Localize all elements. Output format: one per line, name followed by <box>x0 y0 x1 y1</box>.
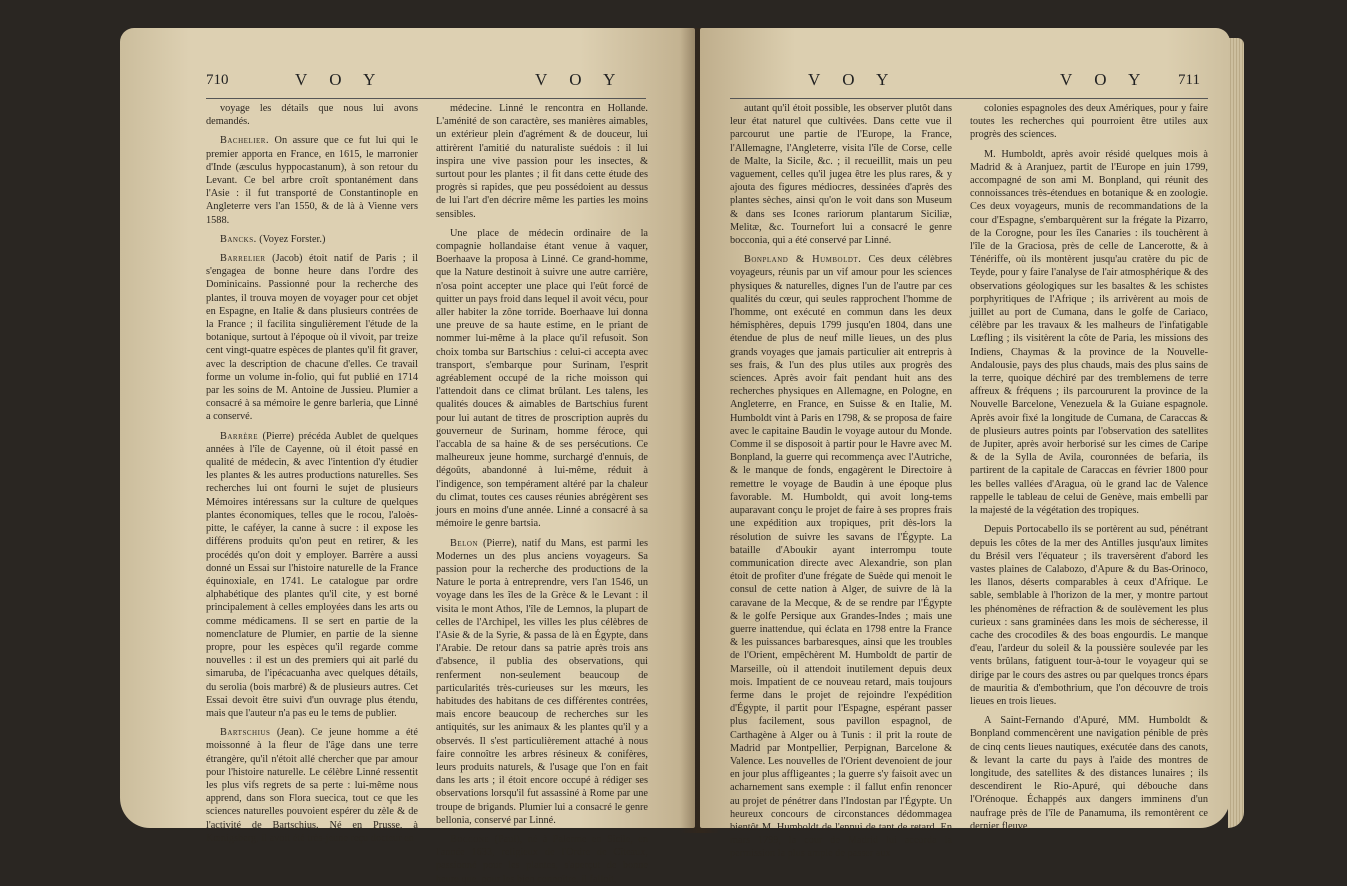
entry-name: Boccone <box>450 833 490 845</box>
paragraph <box>436 537 648 827</box>
entry-text: (Pierre) précéda Aublet de quelques années à l'île de Cayenne, où il étoit passé en qualité de médecin, & avec l'intention d'y étudier les plantes & les autres productions naturelles. Ses recherches lui ont fourni le sujet de plusieurs Mémoires intéressans sur la culture de quelques plantes économiques, telles que le rocou, l'aloès-pitte, le caféyer, la canne à sucre : il expose les différens produits qu'on peut en retirer, & les procédés qu'on doit y employer. Barrère a aussi donné un Essai sur l'histoire naturelle de la France équinoxiale, en 1741. Le catalogue par ordre alphabétique des plantes qu'il cite, y est borné principalement à celles employées dans les arts ou comme médicamens. Il se sert en partie de la nomenclature de Plumier, en partie de la sienne propre, pour les espèces qu'il regarde comme nouvelles : il est un des premiers qui ait parlé du simaruba, de l'ipécacuanha avec quelques détails, du serolia (bois marbré) & de plusieurs autres. Cet Essai devoit être suivi d'un ouvrage plus étendu, mais que l'auteur n'a pas eu le tems de publier. <box>206 430 418 719</box>
paragraph <box>436 833 648 886</box>
entry-text: autant qu'il étoit possible, les observer plutôt dans leur état naturel que cultivées. Dans cette vue il parcourut une partie de l'Europe, la France, l'Allemagne, l'Angleterre, visita l'île de Corse, celle de Malte, la Sicile, &c. ; il recueillit, mais un peu vaguement, celles qu'il jugea être les plus rares, & y ajouta des figures médiocres, dessinées d'après des plantes sèches, ainsi qu'on le voit dans son Museum & dans ses Icones rariorum plantarum Siciliæ, Melitæ, &c. Tournefort lui a consacré le genre bocconia, qui a été conservé par Linné. <box>730 103 952 247</box>
entry-text: A Saint-Fernando d'Apuré, MM. Humboldt & Bonpland commencèrent une navigation pénible de près de cinq cents lieues nautiques, exécutée dans des canots, & levant la carte du pays à l'aide des montres de longitude, des satellites & des distances lunaires ; ils descendirent le Rio-Apuré, qui débouche dans l'Orénoque. Échappés aux dangers imminens d'un naufrage près de l'île de Panamuma, ils remontèrent ce dernier fleuve <box>970 715 1208 832</box>
text-column-right-2 <box>970 102 1208 832</box>
text-column-left-1 <box>206 102 418 844</box>
entry-name: Bonpland & Humboldt. <box>744 254 862 266</box>
paragraph <box>206 134 418 226</box>
running-head: V O Y <box>535 70 625 89</box>
header-rule <box>730 98 1208 99</box>
entry-text: (Jacob) étoit natif de Paris ; il s'engagea de bonne heure dans l'ordre des Dominicains. Passionné pour la recherche des plantes, il trouva moyen de voyager pour cet objet en Espagne, en Italie & dans plusieurs contrées de la France ; il facilita singulièrement l'étude de la botanique, surtout à l'époque où il vivoit, par treize cent vingt-quatre espèces de plantes qu'il fit graver, avec la description de chacune d'elles. Ce travail forme un volume in-folio, qui fut publié en 1714 par les soins de M. Antoine de Jussieu. Plumier a consacré à sa mémoire le genre barleria, que Linné a conservé. <box>206 253 418 423</box>
page-edges <box>1228 38 1244 828</box>
running-head: V O Y <box>1060 70 1150 89</box>
entry-text: M. Humboldt, après avoir résidé quelques mois à Madrid & à Aranjuez, partit de l'Europe en juin 1799, accompagné de son ami M. Bonpland, qui réunit des connoissances très-étendues en botanique & en zoologie. Ces deux voyageurs, munis de recommandations de la cour d'Espagne, s'embarquèrent sur la frégate la Pizarro, de la Corogne, pour les îles Canaries : ils touchèrent à l'île de la Graciosa, près de celle de Lancerotte, & à Ténériffe, où ils montèrent jusqu'au cratère du pic de Teyde, pour y faire l'analyse de l'air atmosphérique & des observations géologiques sur les basaltes & les schistes porphyritiques de l'Afrique ; ils arrivèrent au mois de juillet au port de Cumana, dans le golfe de Cariaco, célèbre par les travaux & les malheurs de l'infatigable Lœfling ; ils visitèrent la côte de Paria, les missions des Indiens, Chaymas & la province de la Nouvelle-Andalousie, pays des plus chauds, mais des plus sains de la terre, quoique déchiré par des tremblemens de terre affreux & fréquens ; ils parcoururent la province de la Nouvelle Barcelone, Venezuela & la Guiane espagnole. Après avoir fixé la longitude de Cumana, de Caraccas & de plusieurs autres points par l'observation des satellites de Jupiter, après avoir herborisé sur les cimes de Caripe & de la Sylla de Avila, couronnées de befaria, ils partirent de la capitale de Caraccas en février 1800 pour les belles vallées d'Aragua, où le grand lac de Valence rappelle le tableau de celui de Genève, mais embelli par la majesté de la végétation des tropiques. <box>970 148 1208 517</box>
running-head: V O Y <box>808 70 898 89</box>
paragraph <box>206 430 418 720</box>
left-page <box>120 28 695 885</box>
paragraph <box>436 227 648 531</box>
paragraph <box>206 252 418 424</box>
text-column-right-1 <box>730 102 952 860</box>
entry-text: (Pierre), natif du Mans, est parmi les Modernes un des plus anciens voyageurs. Sa passion pour la recherche des productions de la Nature le porta à entreprendre, vers l'an 1546, un voyage dans les îles de la Grèce & le Levant : il visita le mont Athos, l'île de Lemnos, la plupart de celles de l'Archipel, les villes les plus célèbres de l'Asie & de la Syrie, & passa de là en Égypte, dans l'Arabie. De retour dans sa patrie après trois ans d'absence, il publia des observations, qui renferment non-seulement beaucoup de particularités très-curieuses sur les mœurs, les habitudes des habitans de ces différentes contrées, mais encore beaucoup de recherches sur les antiquités, sur les animaux & les plantes qu'il y a observés. Il s'est particulièrement attaché à nous faire connoître les arbres résineux & conifères, leurs produits naturels, & l'usage que l'on en fait dans les arts ; il étoit encore occupé à rédiger ses observations lorsqu'il fut assassiné à Rome par une troupe de brigands. Plumier lui a consacré le genre bellonia, conservé par Linné. <box>436 537 648 826</box>
paragraph <box>730 253 952 860</box>
page-number: 711 <box>1178 72 1200 88</box>
entry-text: Depuis Portocabello ils se portèrent au sud, pénétrant depuis les côtes de la mer des Antilles jusqu'aux limites du Brésil vers l'équateur ; ils traversèrent d'abord les vastes plaines de Calabozo, d'Apure & du Bas-Orinoco, les llanos, déserts comparables à ceux d'Afrique. Le sable, semblable à l'horizon de la mer, y montre partout les phénomènes de réfraction & de soulèvement les plus curieux : sans graminées dans les mois de sécheresse, il cache des crocodiles & des boas engourdis. Le manque d'eau, l'ardeur du soleil & la poussière soulevée par les vents brûlans, fatiguent tour-à-tour le voyageur qui se dirige par le cours des astres ou par quelques troncs épars de mauritia & d'embothrium, que l'on découvre de trois lieues en trois lieues. <box>970 524 1208 707</box>
entry-name: Bancks. <box>220 233 257 245</box>
paragraph <box>206 726 418 845</box>
entry-text: voyage les détails que nous lui avons demandés. <box>206 103 418 128</box>
running-head: V O Y <box>295 70 385 89</box>
entry-text: On assure que ce fut lui qui le premier apporta en France, en 1615, le marronier d'Inde (æsculus hyppocastanum), à son retour du Levant. Ce bel arbre croît spontanément dans l'Asie : il fut transporté de Constantinople en Angleterre vers l'an 1550, & de là à Vienne vers 1588. <box>206 135 418 226</box>
page-number: 710 <box>206 72 229 88</box>
right-page <box>700 28 1230 860</box>
entry-name: Bartschius <box>220 727 271 739</box>
paragraph <box>206 102 418 128</box>
paragraph <box>970 714 1208 833</box>
entry-name: Barrère <box>220 430 258 442</box>
paragraph <box>206 233 418 246</box>
header-rule <box>206 98 646 99</box>
paragraph <box>970 523 1208 708</box>
paragraph <box>970 102 1208 142</box>
text-column-left-2 <box>436 102 648 885</box>
entry-text: colonies espagnoles des deux Amériques, pour y faire toutes les recherches qui pourroient être utiles aux progrès des sciences. <box>970 103 1208 141</box>
entry-text: (Jean). Ce jeune homme a été moissonné à la fleur de l'âge dans une terre étrangère, qu'il n'étoit allé chercher que par amour pour l'histoire naturelle. Le célèbre Linné ressentit les plus vifs regrets de sa perte : lui-même nous apprend, dans son Flora suecica, tout ce que les sciences naturelles pouvoient espérer du zèle & de l'activité de Bartschius. Né en Prusse, à Kœnigsberg, il avoit été très-jeune reçu docteur en <box>206 727 418 844</box>
paragraph <box>436 102 648 221</box>
entry-text: Ces deux célèbres voyageurs, réunis par un vif amour pour les sciences physiques & naturelles, dignes l'un de l'autre par ces qualités du cœur, qui seules rapprochent l'homme de l'homme, ont exécuté en commun dans les deux hémisphères, depuis 1799 jusqu'en 1804, dans une étendue de plus de neuf mille lieues, un des plus grands voyages que jamais particulier ait entrepris à ses frais, & l'un des plus utiles aux progrès des sciences. Après avoir fait pendant huit ans des recherches physiques en Allemagne, en Pologne, en Angleterre, en France, en Suisse & en Italie, M. Humboldt vint à Paris en 1798, & se proposa de faire avec le capitaine Baudin le voyage autour du Monde. Comme il se disposoit à partir pour le Havre avec M. Bonpland, la guerre qui recommença avec l'Autriche, & le manque de fonds, engagèrent le Directoire à remettre le voyage de Baudin à une époque plus favorable. M. Humboldt, qui avoit long-tems auparavant conçu le projet de faire à ses propres frais une expédition aux tropiques, prit dès-lors la résolution de suivre les savans de l'Égypte. La bataille d'Aboukir ayant interrompu toute communication directe avec Alexandrie, son plan étoit de profiter d'une frégate de Suède qui menoit le consul de cette nation à Alger, de suivre de là la caravane de la Mecque, & de se rendre par l'Égypte & le golfe Persique aux Grandes-Indes ; mais une guerre inattendue, qui éclata en 1798 entre la France & les puissances barbaresques, ainsi que les troubles de l'Orient, empêchèrent M. Humboldt de partir de Marseille, où il attendoit inutilement depuis deux mois. Impatient de ce nouveau retard, mais toujours ferme dans le projet de rejoindre l'expédition d'Égypte, il partit pour l'Espagne, espérant passer plus facilement, sous pavillon espagnol, de Carthagène à Alger ou à Tunis : il prit la route de Madrid par Montpellier, Perpignan, Barcelone & Valence. Les nouvelles de l'Orient devenoient de jour en jour plus affligeantes ; la guerre s'y faisoit avec un acharnement sans exemple : il fallut enfin renoncer au projet de pénétrer dans l'Indostan par l'Égypte. Un heureux concours de circonstances dédommagea bientôt M. Humboldt de l'ennui de tant de retard. En mars 1799, la cour de Madrid lui accorda la permission la plus ample de passer aux <box>730 254 952 860</box>
paragraph <box>970 148 1208 518</box>
entry-text: Une place de médecin ordinaire de la compagnie hollandaise étant venue à vaquer, Boerhaave la proposa à Linné. Ce grand-homme, que la Nature destinoit à suivre une autre carrière, n'osa point accepter une place qui l'eût forcé de quitter un pays froid dans lequel il avoit vécu, pour aller habiter la zône torride. Boerhaave lui donna une preuve de sa haute estime, en le priant de nommer lui-même à la place qu'il refusoit. Son choix tomba sur Bartschius : celui-ci accepta avec transport, s'embarque pour Surinam, l'esprit agréablement occupé de la riche moisson qui l'attendoit dans ce climat brûlant. Les talens, les qualités douces & aimables de Bartschius furent pour lui autant de titres de proscription auprès du gouverneur de Surinam, homme féroce, qui l'accabla de sa haine & de ses persécutions. Ce malheureux jeune homme, surchargé d'ennuis, de dégoûts, abandonné à lui-même, réduit à l'indigence, son tempérament altéré par la chaleur du climat, toutes ces causes réunies abrégèrent ses jours en moins d'une année. Linné a consacré à sa mémoire le genre bartsia. <box>436 227 648 530</box>
entry-name: Barrelier <box>220 253 266 265</box>
entry-text: médecine. Linné le rencontra en Hollande. L'aménité de son caractère, ses manières aimables, un extérieur plein d'agrément & de douceur, lui attirèrent l'amitié du naturaliste suédois : il lui inspira une vive passion pour les insectes, & surtout pour les plantes ; il fit dans cette étude des progrès si rapides, que peu possédoient au dessus de lui l'art d'en décrire même les parties les moins sensibles. <box>436 103 648 220</box>
entry-text: (Paul), né à Palerme en Sicile, en l'année 1633, religieux de l'Ordre de Cîteaux, passionné pour les plantes, s'aperçut de bonne heure que, pour les bien connoître, il falloit, <box>436 833 648 885</box>
open-book <box>120 28 1230 885</box>
paragraph <box>730 102 952 247</box>
entry-name: Belon <box>450 537 479 549</box>
entry-text: (Voyez Forster.) <box>259 233 326 245</box>
entry-name: Bachelier. <box>220 135 270 147</box>
